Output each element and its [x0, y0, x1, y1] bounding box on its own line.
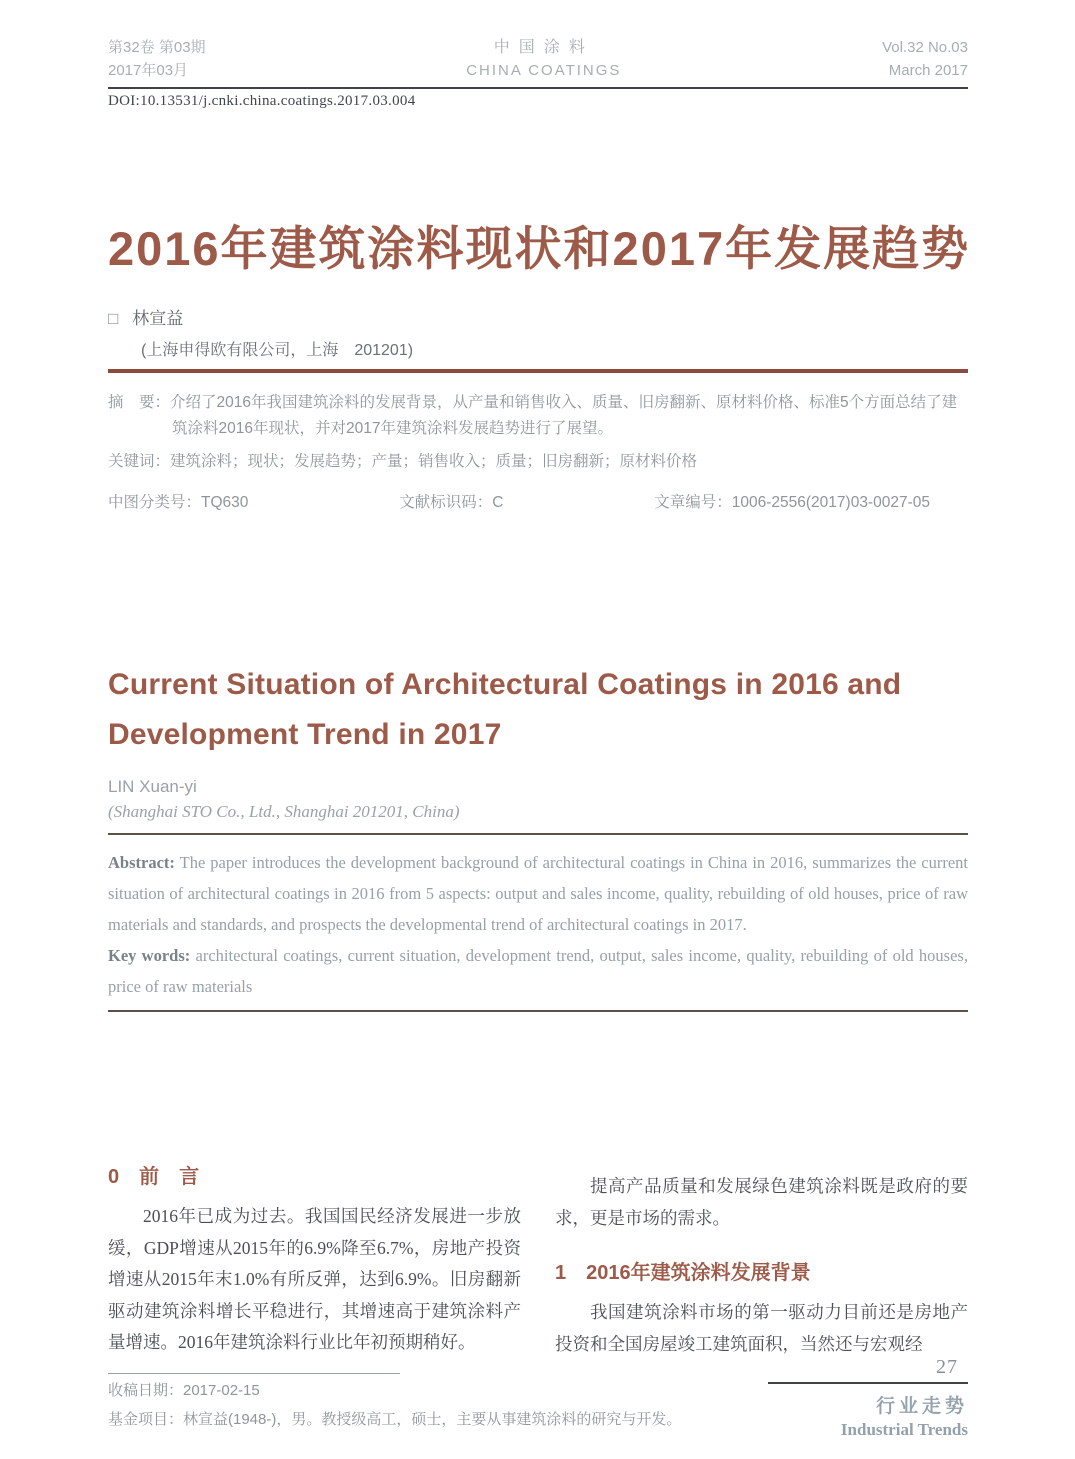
left-column [108, 1162, 521, 1360]
column-title-cn: 行业走势 [875, 1396, 968, 1417]
title-separator-rule [108, 369, 968, 373]
date-en: March 2017 [888, 62, 968, 79]
received-date: 收稿日期：2017-02-15 [108, 1382, 260, 1399]
author-marker: □ [108, 309, 119, 328]
header-rule [108, 87, 968, 89]
abstract-en [108, 847, 968, 940]
page-footer [708, 1356, 968, 1440]
author-block [108, 304, 968, 360]
abstract-cn [108, 390, 958, 442]
issue-cn: 第32卷 第03期 [108, 39, 206, 56]
footnote-block [108, 1373, 728, 1432]
abstract-top-rule [108, 833, 968, 835]
body-columns [108, 1162, 968, 1360]
article-title-en: Current Situation of Architectural Coatings in 2016 and Development Trend in 2017 [108, 668, 902, 751]
abstract-cn-label: 摘 要： [108, 394, 171, 411]
keywords-en [108, 940, 968, 1002]
footer-rule [768, 1382, 968, 1384]
abstract-bottom-rule [108, 1010, 968, 1012]
running-head [108, 36, 968, 82]
keywords-en-label: Key words: [108, 946, 191, 965]
abstract-en-text: The paper introduces the development background of architectural coatings in China in 2016, summarizes the current situation of architectural coatings in 2016 from 5 aspects: output and sales income, quality, rebuilding of old houses, price of raw materials and standards, and prospects the developmental trend of architectural coatings in 2017. [108, 853, 968, 934]
paragraph-background: 我国建筑涂料市场的第一驱动力目前还是房地产投资和全国房屋竣工建筑面积，当然还与宏观经 [555, 1302, 968, 1354]
classification-row [108, 490, 968, 512]
issue-en: Vol.32 No.03 [882, 39, 968, 56]
column-title-en: Industrial Trends [840, 1420, 968, 1439]
page-number: 27 [936, 1356, 958, 1378]
section-0-heading: 0 前 言 [108, 1166, 200, 1188]
journal-name-en: CHINA COATINGS [466, 62, 622, 79]
paragraph-intro: 2016年已成为过去。我国国民经济发展进一步放缓，GDP增速从2015年的6.9%降至6.7%，房地产投资增速从2015年末1.0%有所反弹，达到6.9%。旧房翻新驱动建筑涂料增长平稳进行，其增速高于建筑涂料产量增速。2016年建筑涂料行业比年初预期稍好。 [108, 1206, 521, 1352]
journal-name-cn: 中国涂料 [493, 39, 594, 56]
clc-number: 中图分类号：TQ630 [108, 494, 249, 511]
keywords-en-text: architectural coatings, current situation, development trend, output, sales income, quality, rebuilding of old houses, price of raw materials [108, 946, 968, 996]
section-1-heading: 1 2016年建筑涂料发展背景 [555, 1262, 811, 1284]
keywords-cn-label: 关键词： [108, 453, 171, 470]
document-code: 文献标识码：C [399, 494, 504, 511]
running-head-left [108, 36, 206, 82]
right-column [555, 1162, 968, 1360]
author-line [108, 304, 968, 329]
running-head-center [466, 36, 621, 82]
author-bio: 基金项目：林宣益(1948-)，男。教授级高工，硕士，主要从事建筑涂料的研究与开发。 [108, 1411, 682, 1428]
author-name-en: LIN Xuan-yi [108, 777, 197, 796]
date-cn: 2017年03月 [108, 62, 189, 79]
footnote-rule [108, 1373, 400, 1374]
running-head-right [882, 36, 968, 82]
paragraph-quality: 提高产品质量和发展绿色建筑涂料既是政府的要求，更是市场的需求。 [555, 1176, 968, 1228]
affiliation-cn: (上海申得欧有限公司，上海 201201) [141, 342, 414, 359]
abstract-cn-text: 介绍了2016年我国建筑涂料的发展背景，从产量和销售收入、质量、旧房翻新、原材料价格、标准5个方面总结了建筑涂料2016年现状，并对2017年建筑涂料发展趋势进行了展望。 [170, 394, 958, 437]
article-id: 文章编号：1006-2556(2017)03-0027-05 [654, 494, 930, 511]
author-name-cn: 林宣益 [132, 309, 184, 328]
doi-line: DOI:10.13531/j.cnki.china.coatings.2017.03.004 [108, 93, 416, 109]
keywords-cn-text: 建筑涂料；现状；发展趋势；产量；销售收入；质量；旧房翻新；原材料价格 [170, 453, 698, 470]
abstract-en-label: Abstract: [108, 853, 175, 872]
affiliation-en: (Shanghai STO Co., Ltd., Shanghai 201201, China) [108, 802, 460, 821]
abstract-block-cn [108, 390, 968, 512]
keywords-cn [108, 449, 968, 475]
article-title-cn: 2016年建筑涂料现状和2017年发展趋势 [108, 222, 971, 275]
